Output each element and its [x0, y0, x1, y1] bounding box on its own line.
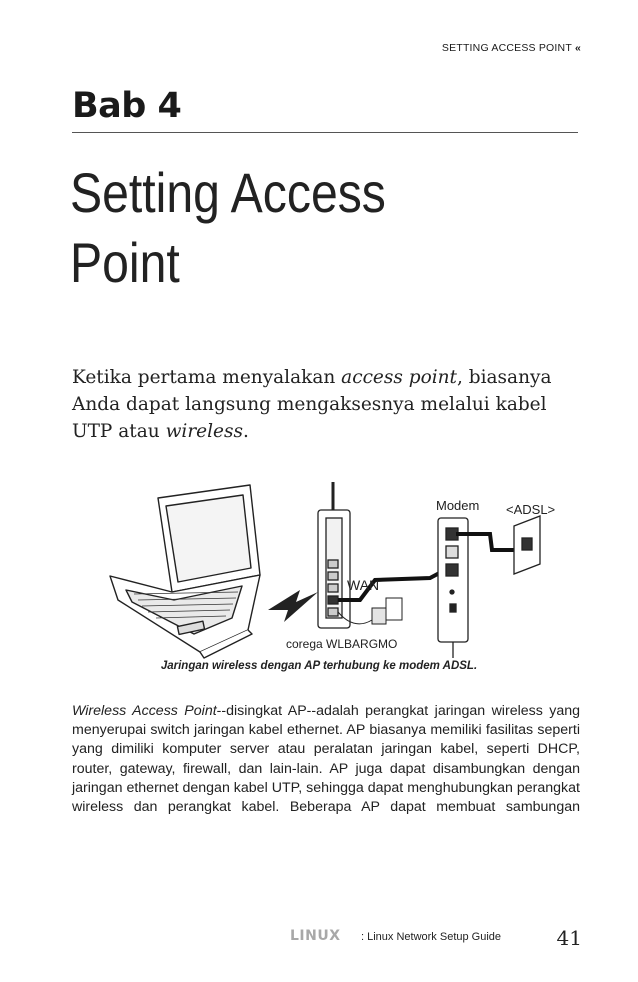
body-paragraph	[72, 702, 580, 817]
adsl-label: <ADSL>	[506, 502, 556, 517]
intro-paragraph	[72, 364, 582, 445]
intro-text-3: .	[242, 421, 249, 442]
chapter-title-line-1: Setting Access	[70, 161, 386, 224]
page-footer	[290, 926, 582, 950]
chapter-title	[70, 158, 509, 298]
chapter-title-line-2: Point	[70, 231, 180, 294]
chapter-label: Bab 4	[72, 86, 182, 126]
chevron-left-icon: «	[574, 42, 581, 54]
wan-label: WAN	[347, 577, 380, 593]
wall-jack-icon	[514, 516, 540, 574]
page-number: 41	[556, 926, 582, 950]
laptop-illustration	[110, 485, 260, 658]
body-text: --disingkat AP--adalah perangkat jaringan wireless yang menyerupai switch jaringan kabel ethernet. AP biasanya memiliki fasilitas seperti yang dimiliki komputer server atau peralatan jaringan kabel, seperti DHCP, router, gateway, firewall, dan lain-lain. AP juga dapat disambungkan dengan jaringan ethernet dengan kabel UTP, sehingga dapat menghubungkan perangkat wireless dan perangkat kabel. Beberapa AP dapat membuat sambungan	[72, 703, 580, 816]
modem-label: Modem	[436, 498, 480, 513]
ap-brand-label: corega WLBARGMO	[286, 637, 398, 651]
linux-logo: LINUX	[290, 928, 341, 944]
intro-text-2: , biasanya Anda dapat langsung mengaksesnya melalui kabel UTP atau	[72, 367, 552, 442]
intro-text-1: Ketika pertama menyalakan	[72, 367, 342, 388]
access-point-illustration	[318, 482, 350, 628]
wireless-signal-icon	[268, 590, 318, 622]
modem-illustration	[438, 518, 468, 658]
intro-italic-2: wireless	[165, 421, 243, 442]
intro-italic-1: access point	[341, 367, 457, 388]
chapter-divider	[72, 132, 578, 133]
guide-title: : Linux Network Setup Guide	[361, 931, 502, 943]
network-diagram	[100, 480, 570, 660]
body-italic-term: Wireless Access Point	[72, 703, 217, 719]
running-header	[442, 42, 581, 54]
figure-caption: Jaringan wireless dengan AP terhubung ke modem ADSL.	[160, 660, 478, 672]
running-title: SETTING ACCESS POINT	[441, 42, 572, 54]
